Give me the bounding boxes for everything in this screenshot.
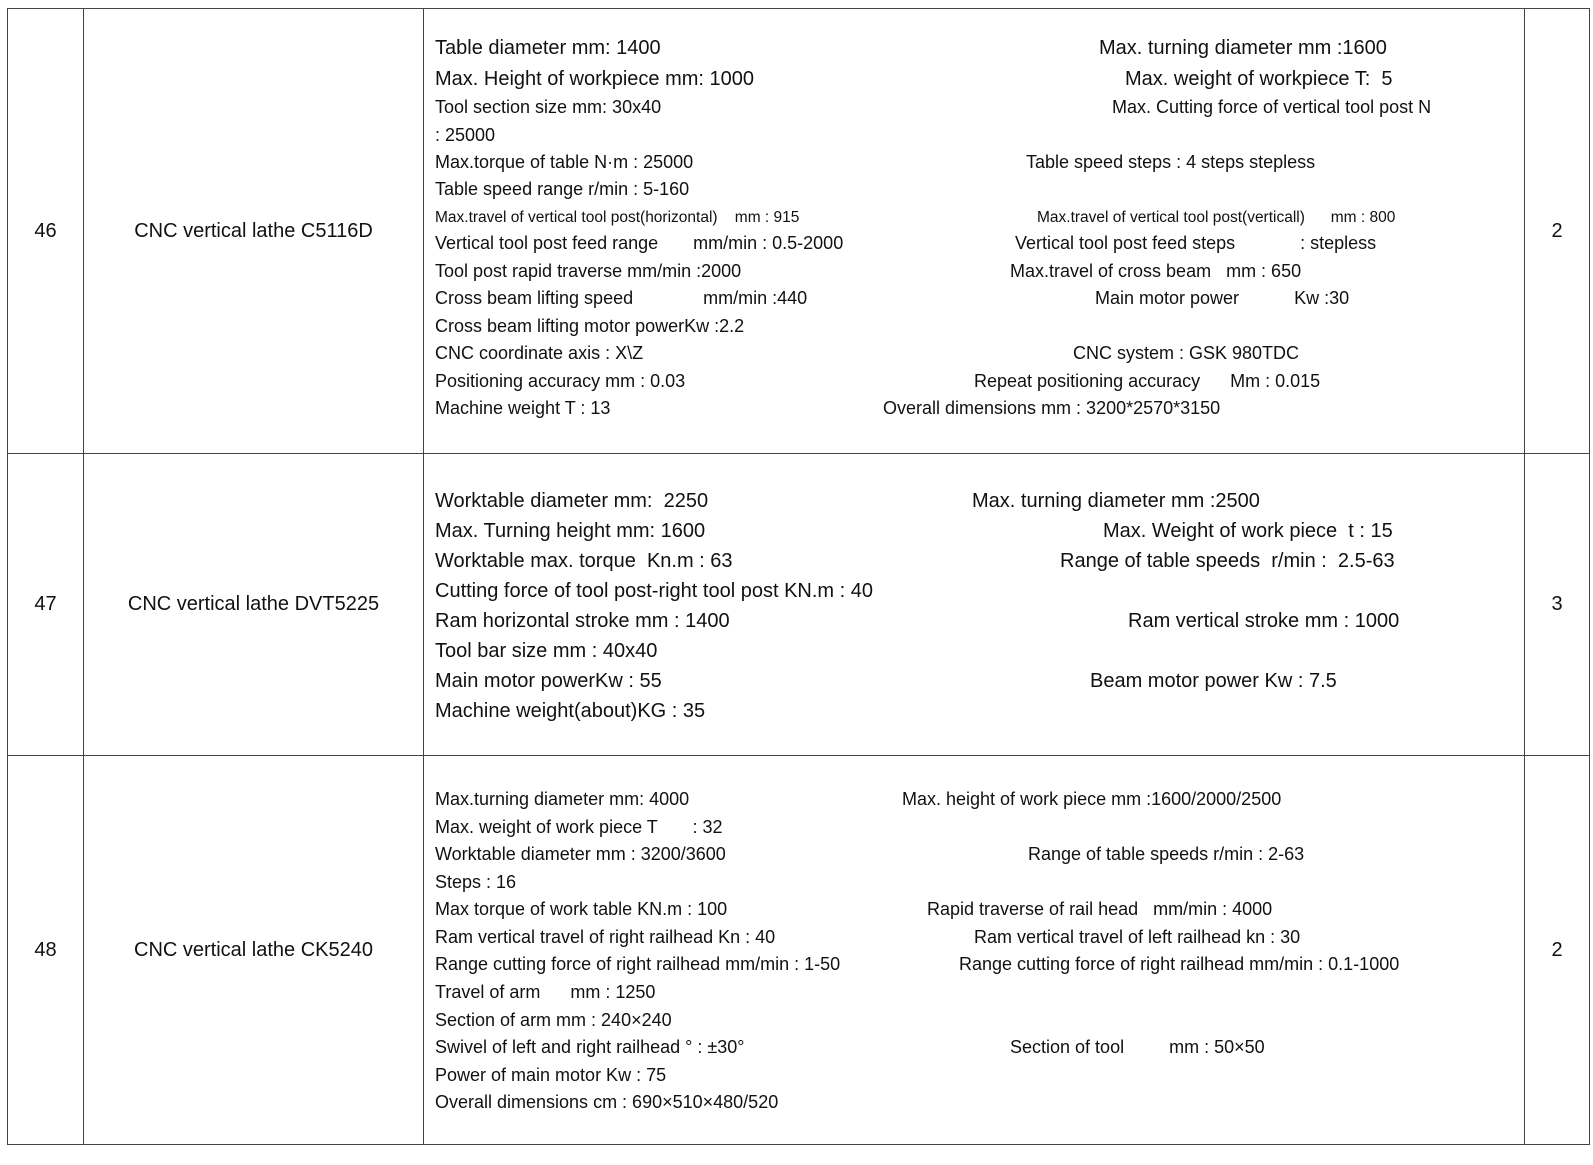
spec-right: Max. turning diameter mm :2500 [972,490,1260,512]
spec-left: Tool bar size mm : 40x40 [435,640,658,662]
spec-cell [424,756,1525,1145]
spec-line [435,666,1505,696]
spec-line [435,285,1505,312]
machine-name: CNC vertical lathe C5116D [84,9,424,454]
spec-line [435,395,1505,422]
spec-left: Machine weight T : 13 [435,398,611,418]
table-row [8,454,1590,756]
spec-cell [424,454,1525,756]
spec-left: Max. Turning height mm: 1600 [435,520,706,542]
spec-line [435,313,1505,340]
spec-left: Main motor powerKw : 55 [435,670,662,692]
spec-right: Range of table speeds r/min : 2-63 [1028,844,1305,864]
spec-right: Max. height of work piece mm :1600/2000/2500 [902,789,1282,809]
spec-right: Ram vertical travel of left railhead kn : 30 [974,927,1301,947]
spec-right: Beam motor power Kw : 7.5 [1090,670,1337,692]
spec-line [435,368,1505,395]
spec-left: Ram horizontal stroke mm : 1400 [435,610,730,632]
spec-line [435,786,1505,813]
spec-right: Max.travel of cross beam mm : 650 [1010,261,1302,281]
spec-left: Overall dimensions cm : 690×510×480/520 [435,1092,779,1112]
spec-line [435,924,1505,951]
spec-left: Table speed range r/min : 5-160 [435,179,690,199]
spec-right: Overall dimensions mm : 3200*2570*3150 [883,398,1221,418]
spec-line [435,896,1505,923]
spec-line [435,340,1505,367]
spec-line [435,66,1505,93]
spec-line [435,204,1505,231]
row-number: 48 [8,756,84,1145]
spec-line [435,516,1505,546]
spec-left: Max. weight of work piece T : 32 [435,817,723,837]
spec-line [435,35,1505,62]
machine-name: CNC vertical lathe CK5240 [84,756,424,1145]
spec-line [435,1007,1505,1034]
spec-right: Range of table speeds r/min : 2.5-63 [1060,550,1395,572]
spec-left: Cross beam lifting speed mm/min :440 [435,288,808,308]
spec-line [435,1034,1505,1061]
spec-line [435,230,1505,257]
quantity: 2 [1525,756,1590,1145]
spec-line [435,149,1505,176]
quantity: 3 [1525,454,1590,756]
spec-left: Steps : 16 [435,872,517,892]
spec-line [435,979,1505,1006]
spec-line [435,951,1505,978]
spec-right: Max. Weight of work piece t : 15 [1103,520,1393,542]
equipment-table [7,8,1590,1145]
spec-line [435,576,1505,606]
table-row [8,9,1590,454]
spec-left: Table diameter mm: 1400 [435,37,661,59]
spec-left: Max.turning diameter mm: 4000 [435,789,690,809]
spec-right: Main motor power Kw :30 [1095,288,1350,308]
spec-left: Tool post rapid traverse mm/min :2000 [435,261,742,281]
spec-list [424,756,1524,1144]
spec-left: Tool section size mm: 30x40 [435,97,662,117]
spec-left: Worktable diameter mm : 3200/3600 [435,844,726,864]
table-row [8,756,1590,1145]
spec-line [435,696,1505,726]
spec-line [435,606,1505,636]
spec-left: CNC coordinate axis : X\Z [435,343,644,363]
spec-line [435,94,1505,121]
spec-left: Swivel of left and right railhead ° : ±30° [435,1037,745,1057]
spec-left: Range cutting force of right railhead mm/min : 1-50 [435,954,841,974]
spec-right: Max. turning diameter mm :1600 [1099,37,1387,59]
spec-line [435,122,1505,149]
quantity: 2 [1525,9,1590,454]
spec-right: Section of tool mm : 50×50 [1010,1037,1265,1057]
spec-right: Vertical tool post feed steps : stepless [1015,233,1377,253]
spec-left: Max.travel of vertical tool post(horizontal) mm : 915 [435,209,800,226]
spec-left: Vertical tool post feed range mm/min : 0.5-2000 [435,233,844,253]
spec-line [435,814,1505,841]
spec-line [435,1062,1505,1089]
spec-list [424,454,1524,755]
spec-line [435,636,1505,666]
spec-left: Worktable max. torque Kn.m : 63 [435,550,733,572]
spec-line [435,486,1505,516]
spec-line [435,869,1505,896]
spec-left: Max.torque of table N·m : 25000 [435,152,694,172]
spec-right: Rapid traverse of rail head mm/min : 4000 [927,899,1273,919]
spec-line [435,546,1505,576]
spec-right: Repeat positioning accuracy Mm : 0.015 [974,371,1321,391]
spec-line [435,258,1505,285]
spec-left: Power of main motor Kw : 75 [435,1065,667,1085]
spec-line [435,1089,1505,1116]
spec-left: Machine weight(about)KG : 35 [435,700,706,722]
spec-left: Travel of arm mm : 1250 [435,982,656,1002]
spec-left: Positioning accuracy mm : 0.03 [435,371,686,391]
spec-right: Max. Cutting force of vertical tool post N [1112,97,1432,117]
spec-right: CNC system : GSK 980TDC [1073,343,1300,363]
spec-right: Max.travel of vertical tool post(verticall) mm : 800 [1037,209,1396,226]
spec-left: Cross beam lifting motor powerKw :2.2 [435,316,745,336]
spec-left: Section of arm mm : 240×240 [435,1010,672,1030]
row-number: 47 [8,454,84,756]
spec-line [435,176,1505,203]
row-number: 46 [8,9,84,454]
spec-line [435,841,1505,868]
machine-name: CNC vertical lathe DVT5225 [84,454,424,756]
spec-right: Range cutting force of right railhead mm/min : 0.1-1000 [959,954,1400,974]
spec-cell [424,9,1525,454]
spec-left: Worktable diameter mm: 2250 [435,490,709,512]
spec-right: Ram vertical stroke mm : 1000 [1128,610,1400,632]
spec-right: Table speed steps : 4 steps stepless [1026,152,1316,172]
spec-left: Max. Height of workpiece mm: 1000 [435,68,755,90]
spec-left: : 25000 [435,125,496,145]
spec-list [424,9,1524,453]
spec-left: Ram vertical travel of right railhead Kn : 40 [435,927,776,947]
spec-right: Max. weight of workpiece T: 5 [1125,68,1393,90]
spec-left: Max torque of work table KN.m : 100 [435,899,728,919]
spec-left: Cutting force of tool post-right tool post KN.m : 40 [435,580,873,602]
